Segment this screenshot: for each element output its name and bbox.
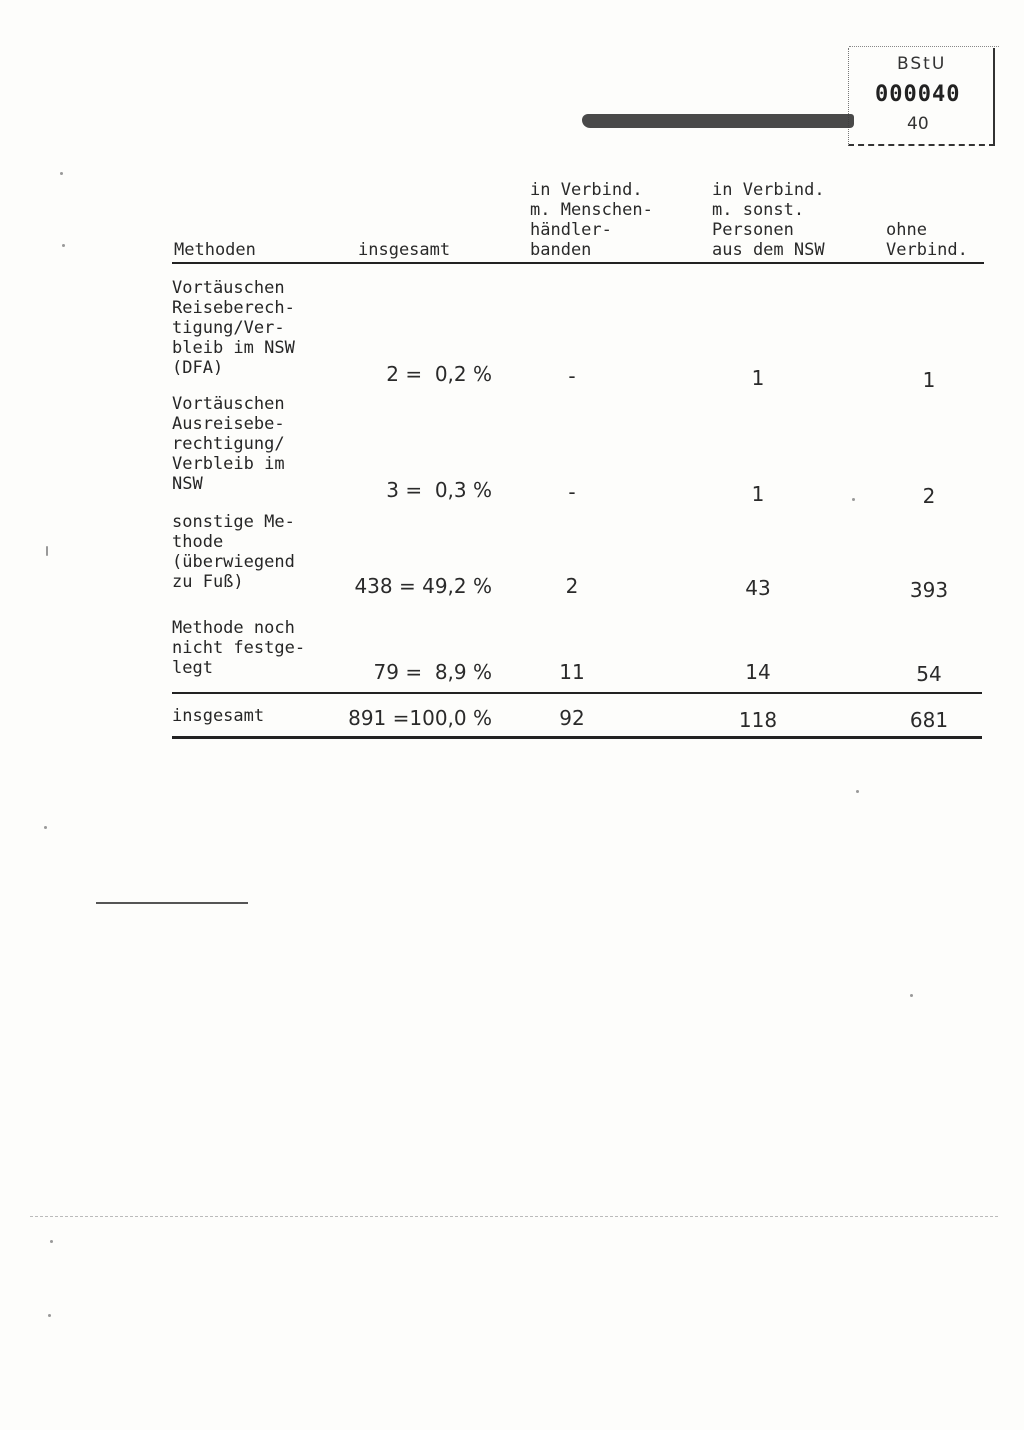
cell-total: 3 = 0,3 % [386, 478, 492, 502]
methods-table [172, 170, 984, 739]
scan-speck [48, 1314, 51, 1317]
cell-without: 54 [916, 662, 942, 686]
stamp-top-edge [849, 46, 999, 47]
scan-speck [910, 994, 913, 997]
cell-without: 1 [922, 368, 936, 392]
cell-with-other: 1 [751, 482, 765, 506]
cell-with-gangs: - [568, 480, 576, 504]
cell-without: 681 [909, 708, 949, 732]
row-label: Vortäuschen Ausreisebe- rechtigung/ Verbleib im NSW [172, 394, 285, 494]
fold-line [30, 1216, 998, 1217]
row-label: Vortäuschen Reiseberech- tigung/Ver- bleib im NSW (DFA) [172, 278, 295, 378]
redaction-bar [582, 114, 854, 128]
table-bottom-rule [172, 736, 982, 739]
cell-with-other: 1 [751, 366, 765, 390]
cell-with-gangs: 2 [565, 574, 579, 598]
table-total-row [172, 694, 984, 736]
cell-without: 2 [922, 484, 936, 508]
cell-with-gangs: 11 [559, 660, 585, 684]
cell-with-gangs: - [568, 364, 576, 388]
stamp-number: 000040 [875, 82, 961, 107]
table-row [172, 394, 984, 512]
cell-with-other: 43 [745, 576, 771, 600]
stamp-page-number: 40 [907, 114, 929, 134]
cell-with-gangs: 92 [559, 706, 585, 730]
cell-without: 393 [909, 578, 949, 602]
scan-speck [62, 244, 65, 247]
cell-total: 438 = 49,2 % [354, 574, 492, 598]
header-methods: Methoden [174, 240, 256, 260]
cell-total: 2 = 0,2 % [386, 362, 492, 386]
header-total: insgesamt [358, 240, 451, 260]
row-label: sonstige Me- thode (überwiegend zu Fuß) [172, 512, 295, 592]
cell-with-other: 118 [738, 708, 778, 732]
scan-speck [60, 172, 63, 175]
cell-total: 79 = 8,9 % [373, 660, 492, 684]
archive-stamp [848, 48, 995, 146]
scan-speck [46, 546, 48, 556]
table-header [172, 170, 984, 264]
row-label: Methode noch nicht festge- legt [172, 618, 306, 678]
header-with-other-persons: in Verbind. m. sonst. Personen aus dem NSW [712, 180, 825, 260]
header-without-connection: ohne Verbind. [886, 220, 968, 260]
table-row [172, 278, 984, 394]
table-row [172, 618, 984, 692]
header-with-gangs: in Verbind. m. Menschen- händler- banden [530, 180, 653, 260]
cell-with-other: 14 [745, 660, 771, 684]
scan-speck [856, 790, 859, 793]
table-row [172, 512, 984, 618]
scan-speck [852, 498, 855, 501]
scan-speck [44, 826, 47, 829]
stamp-agency: BStU [897, 54, 947, 74]
total-row-label: insgesamt [172, 706, 265, 726]
cell-total: 891 =100,0 % [348, 706, 492, 730]
scan-speck [50, 1240, 53, 1243]
stray-line [96, 902, 248, 904]
